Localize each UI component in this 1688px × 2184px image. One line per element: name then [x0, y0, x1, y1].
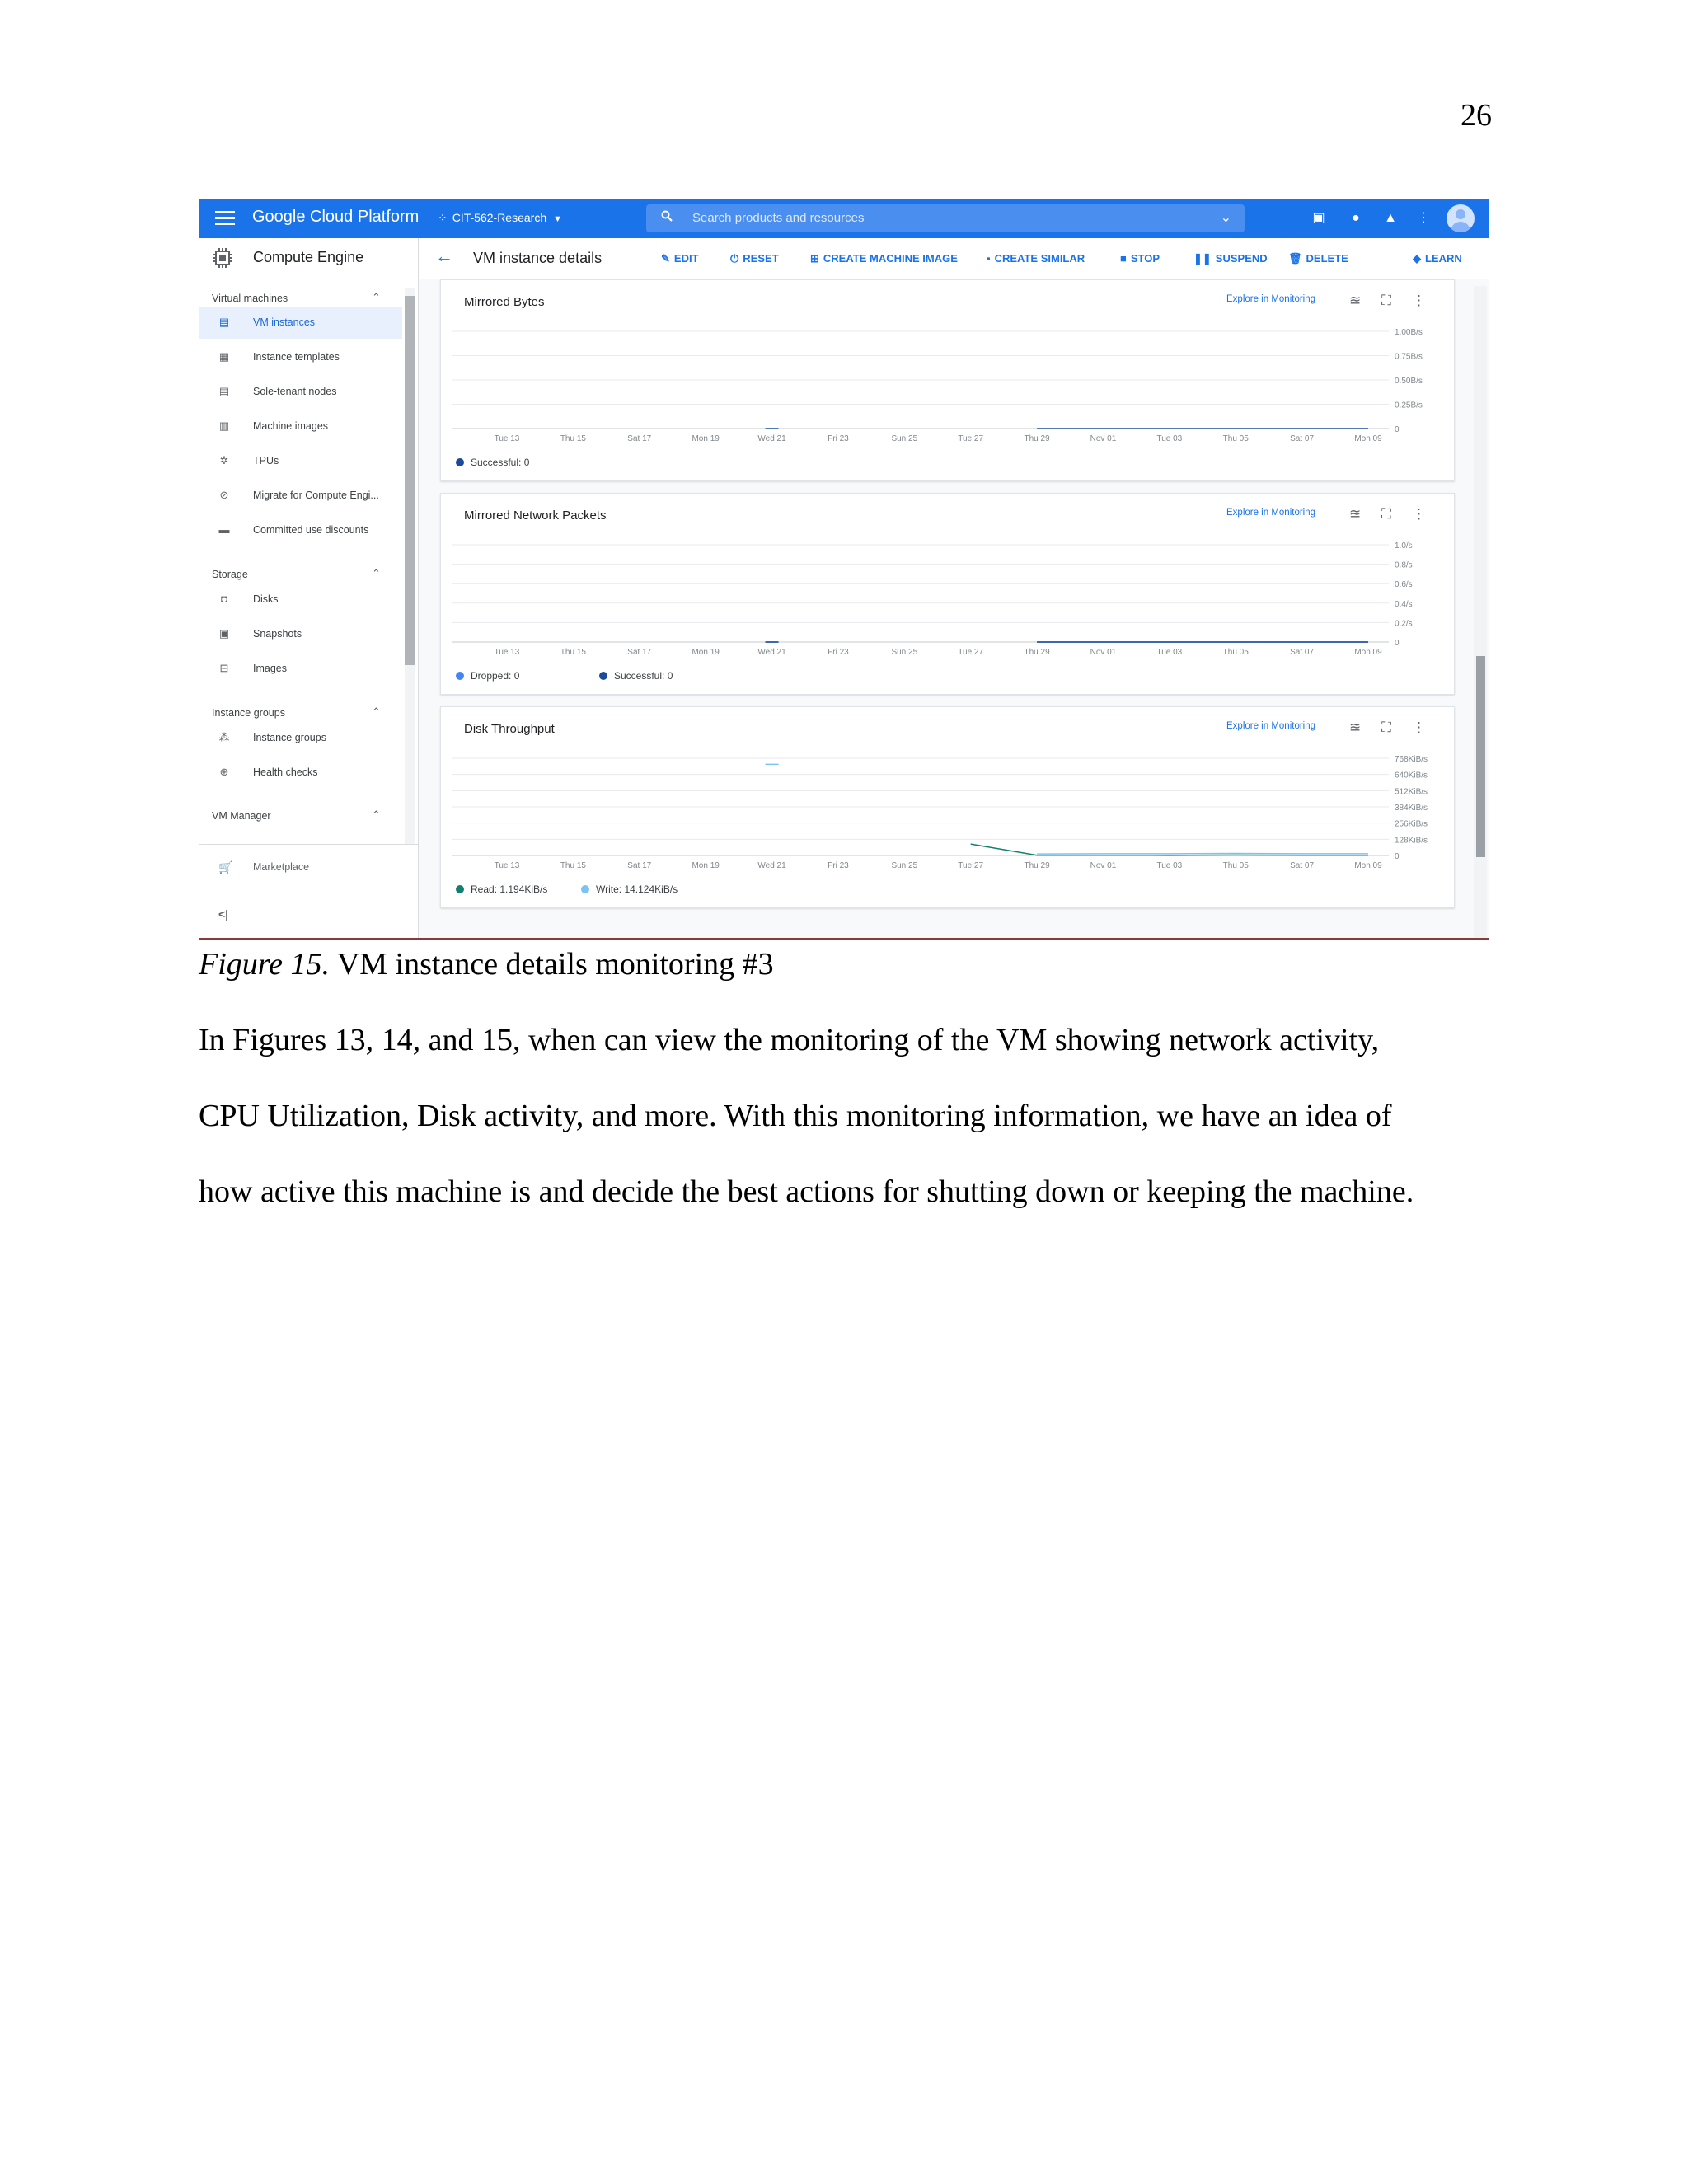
create-machine-image-button[interactable] — [810, 252, 958, 265]
legend-label: Successful: 0 — [614, 670, 673, 682]
legend-label: Successful: 0 — [471, 457, 530, 468]
y-tick-label: 1.0/s — [1395, 541, 1413, 551]
discount-icon: ▬ — [218, 523, 230, 536]
create-machine-image-label: CREATE MACHINE IMAGE — [823, 252, 958, 265]
sidebar-item-snapshots[interactable] — [199, 619, 402, 650]
x-tick-label: Thu 05 — [1222, 861, 1249, 870]
legend-label: Dropped: 0 — [471, 670, 520, 682]
legend-item[interactable] — [599, 670, 673, 682]
x-tick-label: Tue 13 — [494, 648, 520, 657]
create-similar-label: CREATE SIMILAR — [994, 252, 1085, 265]
x-tick-label: Thu 15 — [560, 648, 586, 657]
x-tick-label: Nov 01 — [1090, 434, 1117, 443]
sidebar-item-label: Marketplace — [253, 861, 310, 873]
chart-card-disk-throughput — [440, 706, 1455, 908]
chart-card-mirrored-network-packets — [440, 493, 1455, 695]
legend-item[interactable] — [456, 883, 547, 895]
x-tick-label: Mon 09 — [1354, 861, 1382, 870]
chevron-up-icon[interactable]: ⌃ — [372, 567, 381, 579]
search-expand-icon[interactable]: ⌄ — [1220, 211, 1231, 225]
sidebar-item-label: Disks — [253, 593, 279, 605]
machine-images-icon: ▥ — [218, 419, 230, 432]
delete-label: DELETE — [1306, 252, 1348, 265]
suspend-label: SUSPEND — [1215, 252, 1268, 265]
legend-toggle-icon[interactable]: ≊ — [1349, 293, 1362, 308]
x-tick-label: Thu 29 — [1024, 861, 1050, 870]
help-icon[interactable]: ● — [1352, 211, 1360, 225]
legend-toggle-icon[interactable]: ≊ — [1349, 506, 1362, 522]
x-tick-label: Sat 17 — [627, 648, 652, 657]
explore-in-monitoring-link[interactable]: Explore in Monitoring — [1226, 508, 1316, 518]
x-tick-label: Thu 05 — [1222, 648, 1249, 657]
y-tick-label: 768KiB/s — [1395, 755, 1428, 764]
chevron-up-icon[interactable]: ⌃ — [372, 291, 381, 303]
y-tick-label: 512KiB/s — [1395, 787, 1428, 797]
cloud-shell-icon[interactable]: ▣ — [1312, 211, 1325, 225]
y-tick-label: 0.6/s — [1395, 580, 1413, 590]
chart-plot — [441, 707, 1454, 907]
page-title: VM instance details — [473, 250, 603, 266]
project-name: CIT-562-Research — [452, 211, 547, 224]
y-tick-label: 0.4/s — [1395, 599, 1413, 609]
trash-icon: 🗑 — [1288, 252, 1302, 265]
sidebar-item-sole-tenant-nodes[interactable] — [199, 377, 402, 408]
more-vert-icon[interactable]: ⋮ — [1412, 719, 1426, 735]
menu-icon[interactable] — [215, 208, 235, 229]
sidebar-item-tpus[interactable] — [199, 446, 402, 477]
more-vert-icon[interactable]: ⋮ — [1412, 506, 1426, 522]
edit-label: EDIT — [673, 252, 699, 265]
x-tick-label: Mon 19 — [692, 434, 720, 443]
sidebar-item-disks[interactable] — [199, 584, 402, 616]
y-tick-label: 0 — [1395, 425, 1400, 434]
figure-caption — [199, 946, 774, 982]
learn-button[interactable] — [1413, 252, 1462, 265]
x-tick-label: Tue 13 — [494, 861, 520, 870]
sidebar-scrollbar-thumb[interactable] — [405, 296, 415, 665]
legend-item[interactable] — [456, 457, 529, 468]
compute-engine-icon — [212, 247, 233, 269]
vm-instances-icon: ▤ — [218, 316, 230, 328]
sole-tenant-icon: ▤ — [218, 385, 230, 397]
reset-button[interactable] — [730, 252, 779, 265]
project-selector[interactable] — [438, 211, 562, 225]
paragraph-line: In Figures 13, 14, and 15, when can view the monitoring of the VM showing network activity, — [199, 1023, 1380, 1057]
migrate-icon: ⊘ — [219, 489, 229, 501]
sidebar-section-storage[interactable]: Storage — [212, 569, 248, 580]
chart-plot — [441, 280, 1454, 480]
x-tick-label: Mon 09 — [1354, 648, 1382, 657]
disk-icon: ◘ — [221, 593, 227, 605]
x-tick-label: Sun 25 — [891, 434, 918, 443]
delete-button[interactable] — [1288, 252, 1348, 265]
sidebar-item-migrate[interactable] — [199, 480, 402, 512]
fullscreen-icon[interactable]: ⛶ — [1381, 719, 1391, 735]
sidebar-item-images[interactable] — [199, 654, 402, 685]
sidebar-item-instance-groups[interactable] — [199, 723, 402, 754]
school-icon: ◆ — [1413, 252, 1421, 265]
sidebar-item-label: Instance groups — [253, 732, 326, 743]
paragraph-line: CPU Utilization, Disk activity, and more. With this monitoring information, we have an idea of — [199, 1099, 1392, 1133]
legend-swatch — [581, 885, 589, 893]
stop-icon: ■ — [1120, 252, 1127, 265]
pause-icon: ❚❚ — [1193, 252, 1212, 265]
sidebar — [199, 279, 418, 885]
power-icon: ⏻ — [730, 252, 739, 265]
chart-card-mirrored-bytes — [440, 279, 1455, 481]
collapse-sidebar-icon[interactable]: <| — [218, 907, 229, 921]
divider — [199, 844, 418, 845]
sidebar-section-vm-manager[interactable]: VM Manager — [212, 810, 271, 822]
project-icon: ⁘ — [438, 211, 448, 224]
legend-swatch — [456, 672, 464, 680]
cart-icon: 🛒 — [218, 860, 233, 874]
x-tick-label: Thu 15 — [560, 434, 586, 443]
create-similar-button[interactable] — [987, 252, 1085, 265]
x-tick-label: Tue 03 — [1156, 861, 1183, 870]
figure-label: Figure 15. — [199, 947, 331, 982]
snapshot-icon: ▣ — [218, 627, 230, 640]
sidebar-item-label: TPUs — [253, 455, 279, 466]
y-tick-label: 0.75B/s — [1395, 352, 1423, 362]
sidebar-item-vm-instances[interactable] — [199, 307, 402, 339]
chevron-down-icon: ▼ — [553, 214, 563, 224]
page-header — [199, 238, 1489, 279]
sidebar-item-label: Snapshots — [253, 628, 302, 640]
legend-item[interactable] — [456, 670, 519, 682]
chart-title: Disk Throughput — [464, 722, 555, 736]
edit-button[interactable] — [661, 252, 699, 265]
x-tick-label: Wed 21 — [757, 434, 786, 443]
x-tick-label: Tue 27 — [958, 861, 984, 870]
x-tick-label: Fri 23 — [828, 648, 849, 657]
y-tick-label: 1.00B/s — [1395, 328, 1423, 337]
figure-caption-text: VM instance details monitoring #3 — [330, 947, 774, 982]
y-tick-label: 0.8/s — [1395, 560, 1413, 570]
chevron-up-icon[interactable]: ⌃ — [372, 808, 381, 821]
sidebar-section-instance-groups[interactable]: Instance groups — [212, 707, 285, 719]
x-tick-label: Tue 13 — [494, 434, 520, 443]
reset-label: RESET — [743, 252, 779, 265]
x-tick-label: Tue 27 — [958, 648, 984, 657]
image-icon: ⊟ — [219, 662, 229, 674]
brand-title[interactable]: Google Cloud Platform — [252, 208, 420, 226]
explore-in-monitoring-link[interactable]: Explore in Monitoring — [1226, 721, 1316, 731]
service-title: Compute Engine — [253, 249, 364, 265]
legend-label: Write: 14.124KiB/s — [596, 883, 678, 895]
sidebar-item-committed-use-discounts[interactable] — [199, 515, 402, 546]
x-tick-label: Sat 17 — [627, 434, 652, 443]
sidebar-item-label: Sole-tenant nodes — [253, 386, 337, 397]
y-tick-label: 0 — [1395, 639, 1400, 648]
x-tick-label: Fri 23 — [828, 861, 849, 870]
sidebar-item-label: Instance templates — [253, 351, 340, 363]
fullscreen-icon[interactable]: ⛶ — [1381, 506, 1391, 522]
health-checks-icon: ⊕ — [219, 766, 229, 778]
x-tick-label: Mon 09 — [1354, 434, 1382, 443]
sidebar-section-virtual-machines[interactable]: Virtual machines — [212, 293, 288, 304]
sidebar-item-label: Health checks — [253, 766, 318, 778]
divider — [418, 238, 419, 279]
x-tick-label: Thu 29 — [1024, 648, 1050, 657]
y-tick-label: 640KiB/s — [1395, 771, 1428, 780]
x-tick-label: Sat 07 — [1290, 861, 1315, 870]
notifications-icon[interactable]: ▲ — [1384, 211, 1397, 225]
stop-label: STOP — [1130, 252, 1160, 265]
legend-item[interactable] — [581, 883, 678, 895]
sidebar-item-marketplace[interactable] — [199, 852, 405, 882]
instance-groups-icon: ⁂ — [218, 731, 230, 743]
main-scrollbar-thumb[interactable] — [1476, 656, 1485, 857]
legend-toggle-icon[interactable]: ≊ — [1349, 719, 1362, 735]
x-tick-label: Mon 19 — [692, 648, 720, 657]
pencil-icon: ✎ — [661, 252, 670, 265]
paragraph-line: how active this machine is and decide the best actions for shutting down or keeping the machine. — [199, 1174, 1414, 1209]
chart-plot — [441, 494, 1454, 694]
suspend-button[interactable] — [1193, 252, 1268, 265]
x-tick-label: Tue 03 — [1156, 648, 1183, 657]
x-tick-label: Thu 29 — [1024, 434, 1050, 443]
x-tick-label: Thu 15 — [560, 861, 586, 870]
x-tick-label: Sun 25 — [891, 861, 918, 870]
x-tick-label: Nov 01 — [1090, 648, 1117, 657]
search-icon — [661, 210, 673, 222]
chevron-up-icon[interactable]: ⌃ — [372, 705, 381, 718]
chart-title: Mirrored Bytes — [464, 295, 545, 309]
sidebar-item-label: Images — [253, 663, 287, 674]
x-tick-label: Sat 07 — [1290, 434, 1315, 443]
x-tick-label: Thu 05 — [1222, 434, 1249, 443]
add-box-icon: ⊞ — [810, 252, 819, 265]
search-bar[interactable] — [646, 204, 1245, 232]
stop-button[interactable] — [1120, 252, 1160, 265]
x-tick-label: Fri 23 — [828, 434, 849, 443]
sidebar-item-label: Committed use discounts — [253, 524, 369, 536]
x-tick-label: Wed 21 — [757, 861, 786, 870]
more-vert-icon[interactable]: ⋮ — [1412, 293, 1426, 308]
sidebar-item-machine-images[interactable] — [199, 411, 402, 443]
sidebar-item-health-checks[interactable] — [199, 757, 402, 789]
legend-label: Read: 1.194KiB/s — [471, 883, 548, 895]
x-tick-label: Wed 21 — [757, 648, 786, 657]
legend-swatch — [456, 885, 464, 893]
tpu-icon: ✲ — [219, 454, 229, 466]
sidebar-item-label: VM instances — [253, 316, 316, 328]
chart-title: Mirrored Network Packets — [464, 509, 607, 523]
search-placeholder: Search products and resources — [692, 211, 865, 225]
y-tick-label: 0.50B/s — [1395, 377, 1423, 386]
page-number: 26 — [1461, 98, 1492, 133]
sidebar-item-label: Machine images — [253, 420, 329, 432]
top-app-bar — [199, 199, 1489, 238]
y-tick-label: 256KiB/s — [1395, 819, 1428, 829]
y-tick-label: 0 — [1395, 852, 1400, 861]
y-tick-label: 0.2/s — [1395, 619, 1413, 629]
y-tick-label: 0.25B/s — [1395, 401, 1423, 410]
instance-templates-icon: ▦ — [218, 350, 230, 363]
x-tick-label: Sat 07 — [1290, 648, 1315, 657]
explore-in-monitoring-link[interactable]: Explore in Monitoring — [1226, 294, 1316, 304]
bookmark-add-icon: ▪ — [987, 252, 991, 265]
y-tick-label: 384KiB/s — [1395, 804, 1428, 813]
x-tick-label: Nov 01 — [1090, 861, 1117, 870]
sidebar-item-instance-templates[interactable] — [199, 342, 402, 373]
more-vert-icon[interactable]: ⋮ — [1417, 211, 1430, 225]
x-tick-label: Sat 17 — [627, 861, 652, 870]
x-tick-label: Tue 27 — [958, 434, 984, 443]
y-tick-label: 128KiB/s — [1395, 836, 1428, 846]
gcp-console-screenshot — [199, 199, 1489, 940]
x-tick-label: Tue 03 — [1156, 434, 1183, 443]
legend-swatch — [456, 458, 464, 466]
learn-label: LEARN — [1425, 252, 1462, 265]
avatar[interactable] — [1447, 204, 1475, 232]
sidebar-item-label: Migrate for Compute Engi... — [253, 490, 379, 501]
back-arrow-icon[interactable]: ← — [435, 246, 453, 266]
x-tick-label: Sun 25 — [891, 648, 918, 657]
legend-swatch — [599, 672, 607, 680]
series-line-write — [1037, 854, 1368, 855]
x-tick-label: Mon 19 — [692, 861, 720, 870]
fullscreen-icon[interactable]: ⛶ — [1381, 293, 1391, 308]
